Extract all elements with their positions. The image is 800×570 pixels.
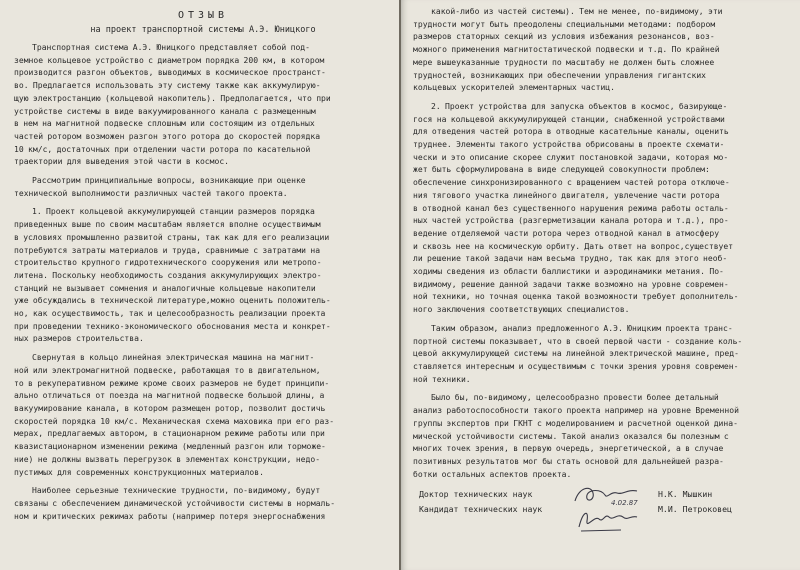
signature-block [413,487,790,547]
right-paragraph [413,6,790,95]
text-line: траектории для выведения этой части в космос. [14,157,230,167]
text-line: размеров статорных секций из условия избежания резонансов, воз- [413,32,715,42]
text-line: но, как осуществимость, так и целесообразность реализации проекта [14,309,326,319]
text-line: Транспортная система А.Э. Юницкого представляет собой под- [32,43,310,52]
text-line: пустимых для современных конструкционных материалов. [14,467,264,477]
text-line: мере вышеуказанные трудности по масштабу не должен быть сложнее [413,57,715,67]
text-line: Было бы, по-видимому, целесообразно провести более детальный [431,393,719,403]
text-line: ставляется интересным и осуществимым с точки зрения уровня современ- [413,361,739,371]
text-line: приведенных выше по своим масштабам является вполне осуществимым [14,220,321,230]
handwritten-date: 4.02.87 [611,499,638,508]
text-line: в отводной канал без существенного нарушения режима работы осталь- [413,203,729,213]
text-line: труднее. Элементы такого устройства обрисованы в проекте схемати- [413,140,725,150]
signature-2 [573,505,643,535]
right-paragraph [413,101,790,317]
text-line: Наиболее серьезные технические трудности, по-видимому, будут [32,486,321,496]
text-line: ботки остальных аспектов проекта. [413,469,572,479]
text-line: обеспечение синхронизированного с вращением частей ротора отключе- [413,178,730,188]
text-line: станций не вызывает сомнения и аналогичные кольцевые накопители [14,283,316,293]
text-line: в условиях промышленно развитой страны, так как для его реализации [14,232,330,242]
text-line: видимому, решение данной задачи также возможно на уровне современ- [413,279,729,289]
text-line: уже обсуждались в технической литературе,можно оценить положитель- [14,296,331,306]
text-line: цевой аккумулирующей системы на линейной электрической машине, пред- [413,349,739,359]
text-line: производится разгон объектов, выводимых в космическое пространст- [14,68,326,78]
text-line: ном и критических режимах работы (например потеря энергоснабжения [14,511,326,521]
text-line: и сквозь нее на космическую орбиту. Дать ответ на вопрос,существует [413,241,734,251]
text-line: ных размеров строительства. [14,334,144,344]
text-line: ведение отделяемой части ротора через отводной канал в атмосферу [413,228,720,238]
text-line: при проведении технико-экономического обоснования места и конкрет- [14,321,331,331]
text-line: мической устойчивости системы. Такой анализ оказался бы полезным с [413,431,729,441]
text-line: позитивных результатов мог бы стать основой для дальнейшей разра- [413,456,724,466]
text-line: ного заключения соответствующих специалистов. [413,305,630,315]
text-line: ально отличаться от поезда на магнитной подвеске большой длины, а [14,391,325,401]
text-line: гося на кольцевой аккумулирующей станции, снабженной устройствами [413,114,725,124]
text-line: в нем на магнитной подвеске сплошным или состоящим из отдельных [14,119,315,129]
text-line: ной техники, но точная оценка такой возможности требует дополнитель- [413,292,739,302]
text-line: можного применения магнитостатической подвески и т.д. По крайней [413,45,720,55]
signer-1-name: Н.К. Мышкин [658,489,713,500]
text-line: вакуумирование канала, в котором размещен ротор, позволит достичь [14,403,326,413]
text-line: ние) не должны вызвать перегрузок в элементах конструкции, недо- [14,454,321,464]
text-line: группы экспертов при ГКНТ с моделированием и расчетной оценкой дина- [413,418,738,428]
text-line: то в рекуперативном режиме кроме своих размеров не будет принципи- [14,378,330,388]
right-paragraph [413,323,790,387]
text-line: жет быть сформулирована в виде следующей совокупности проблем: [413,165,710,175]
text-line: связаны с обеспечением динамической устойчивости системы в нормаль- [14,498,336,508]
left-page-body [14,42,392,523]
text-line: ной или электромагнитной подвеске, работающая то в двигательном, [14,365,321,375]
left-paragraph [14,352,392,479]
text-line: анализ работоспособности такого проекта например на уровне Временной [413,406,739,416]
text-line: строительство крупного гидротехнического сооружения или метропо- [14,258,322,268]
text-line: трудностей, возникающих при обеспечении управления гигантских [413,70,707,80]
text-line: земное кольцевое устройство с диаметром порядка 200 км, в котором [14,55,325,65]
text-line: мерах, предлагаемых автором, в стационарном режиме работы или при [14,429,325,439]
text-line: трудности могут быть преодолены специальными методами: подбором [413,19,716,29]
text-line: потребуются затраты материалов и труда, сравнимые с затратами на [14,245,321,255]
text-line: литена. Поскольку необходимость создания аккумулирующих электро- [14,270,322,280]
right-paragraph [413,392,790,481]
text-line: скоростей порядка 10 км/с. Механическая схема маховика при его раз- [14,416,335,426]
text-line: 1. Проект кольцевой аккумулирующей станции размеров порядка [32,207,315,217]
text-line: ной техники. [413,374,471,384]
text-line: ных частей устройства (разгерметизации канала ротора и т.д.), про- [413,216,729,226]
text-line: многих точек зрения, в первую очередь, энергетической, а в случае [413,444,724,454]
text-line: во. Предлагается использовать эту систему также как аккумулирую- [14,81,321,91]
left-paragraph [14,206,392,346]
text-line: 10 км/с, достаточных при отделении части ротора по касательной [14,144,311,154]
text-line: щую электростанцию (кольцевой накопитель). Предполагается, что при [14,93,331,103]
right-page-body [413,6,790,481]
left-paragraph [14,42,392,169]
text-line: кольцевых ускорителей элементарных частиц. [413,83,615,93]
signer-1-title: Доктор технических наук [419,489,533,500]
text-line: ходимы сведения из области баллистики и аэродинамики метания. По- [413,267,724,277]
signer-2-name: М.И. Петроковец [658,504,732,515]
text-line: какой-либо из частей системы). Тем не менее, по-видимому, эти [431,7,723,16]
document-title: ОТЗЫВ [177,10,229,21]
signer-2-title: Кандидат технических наук [419,504,543,515]
text-line: портной системы показывает, что в своей первой части - создание коль- [413,336,743,346]
text-line: ли решение такой задачи нам весьма трудно, так как для этого необ- [413,254,728,264]
text-line: частей ротором возможен разгон этого ротора до скоростей порядка [14,131,321,141]
text-line: чески и это описание скорее служит постановкой задачи, которая мо- [413,152,729,162]
left-paragraph [14,175,392,200]
text-line: технической выполнимости различных частей такого проекта. [14,188,288,198]
text-line: ния тягового участка линейного двигателя, увлечение части ротора [413,190,720,200]
left-paragraph [14,485,392,523]
text-line: Рассмотрим принципиальные вопросы, возникающие при оценке [32,176,306,186]
text-line: для отведения частей ротора в отводные касательные каналы, оценить [413,127,729,137]
text-line: 2. Проект устройства для запуска объектов в космос, базирующе- [431,101,728,111]
text-line: Свернутая в кольцо линейная электрическая машина на магнит- [32,353,315,363]
text-line: Таким образом, анализ предложенного А.Э. Юницким проекта транс- [431,323,733,333]
text-line: квазистационарном изменении режима (медленный разгон или торможе- [14,442,326,452]
text-line: устройстве системы в виде вакуумированного канала с размещенным [14,106,316,116]
document-subtitle: на проект транспортной системы А.Э. Юницкого [90,25,316,35]
right-page [401,0,800,570]
